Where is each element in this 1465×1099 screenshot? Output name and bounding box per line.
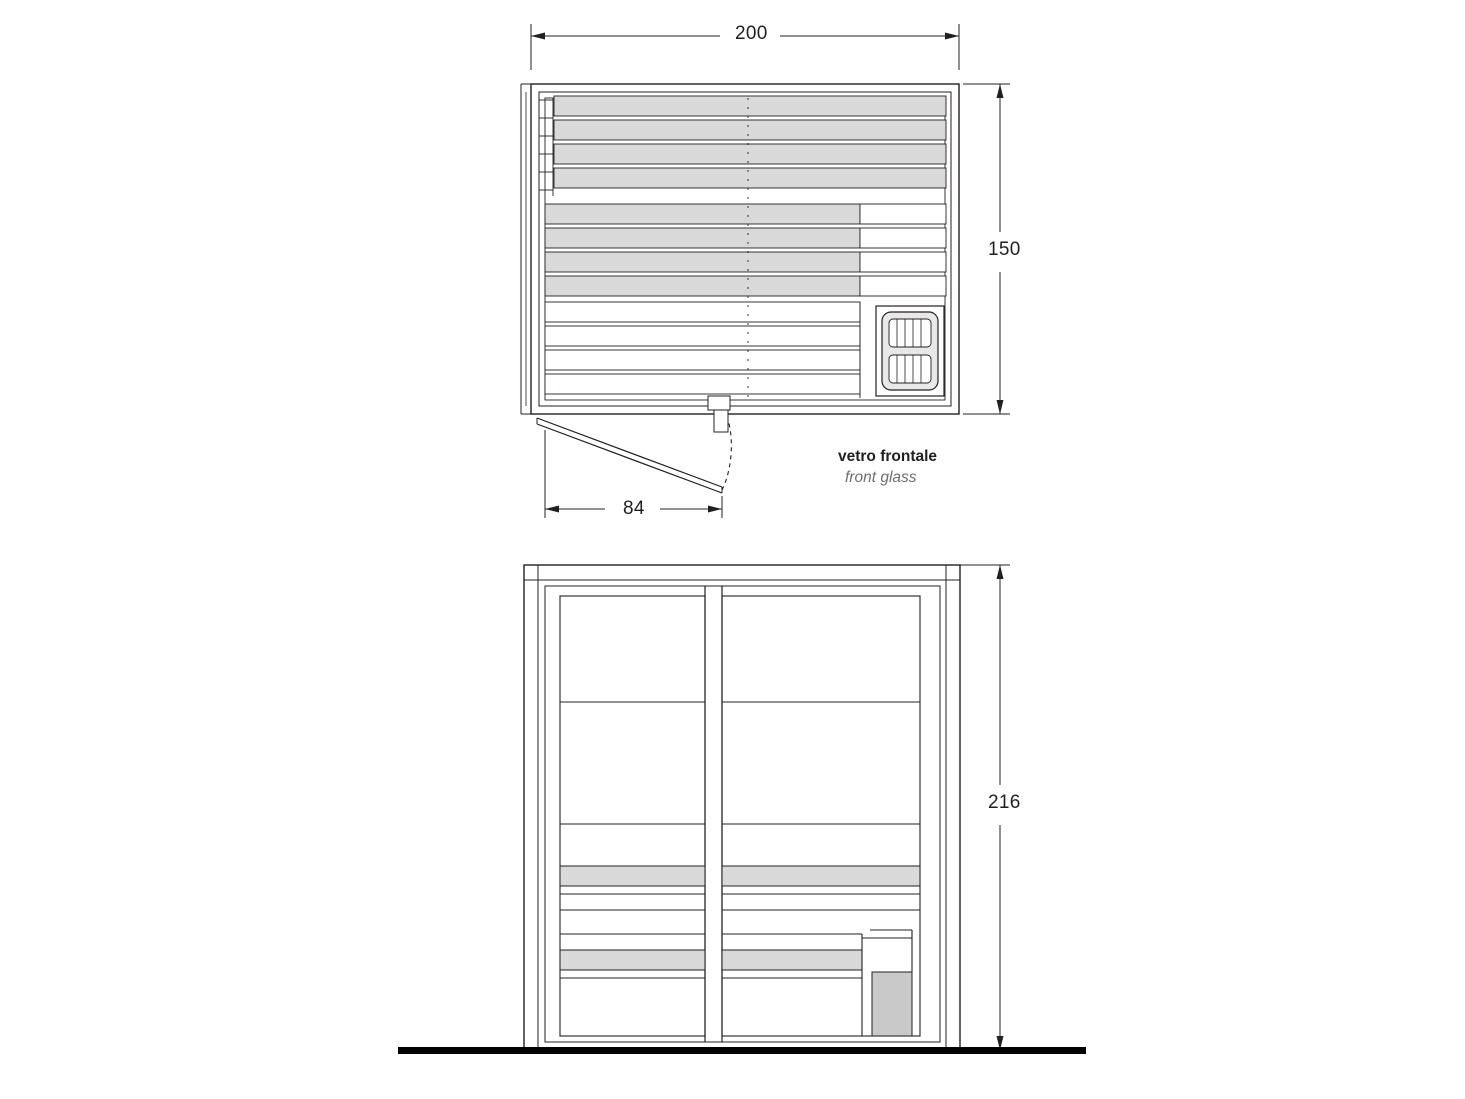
elevation-glass-doors [560, 586, 920, 1042]
ground-line [398, 1047, 1086, 1054]
elevation-height-label: 216 [988, 792, 1021, 813]
elevation-left-bench-lower [560, 950, 705, 970]
plan-door-label: 84 [623, 498, 645, 519]
elevation-left-bench-upper [560, 866, 705, 886]
elevation-right-bench-lower [722, 950, 862, 970]
plan-height-label: 150 [988, 239, 1021, 260]
plan-floor-planks [545, 302, 860, 398]
plan-width-label: 200 [735, 23, 768, 44]
plan-view-group [521, 24, 1010, 518]
caption-italian: vetro frontale [838, 448, 938, 465]
plan-stove [876, 306, 944, 396]
caption-english: front glass [845, 469, 917, 486]
elevation-right-bench-upper [722, 866, 920, 886]
elevation-view-group [398, 565, 1086, 1054]
